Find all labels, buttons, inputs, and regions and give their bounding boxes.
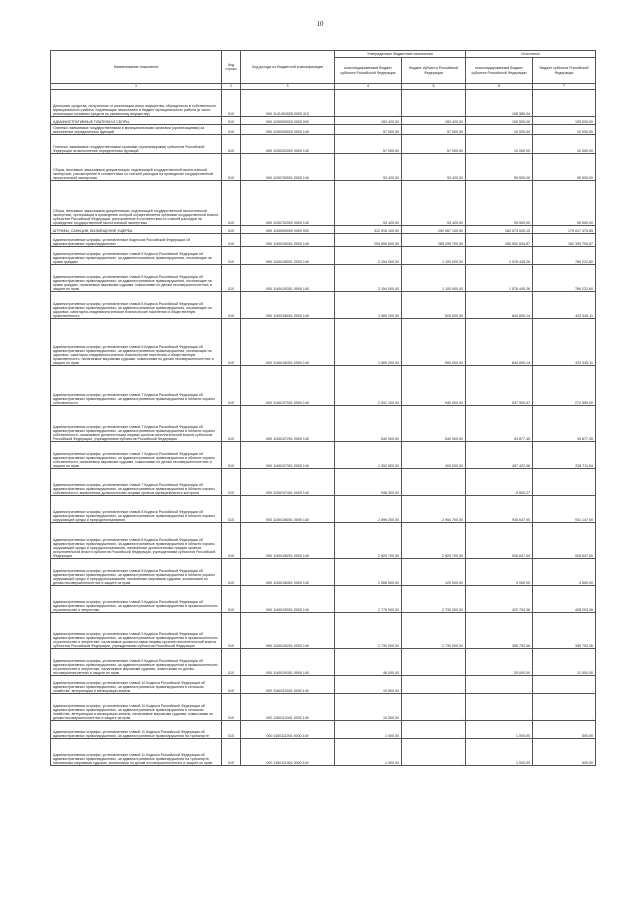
row-name: Административные штрафы, установленные главой 8 Кодекса Российской Федерации об административных правонарушениях, за административные правонарушения в области охраны окружающей среды и природопользования [51,496,222,523]
row-line-code: 010 [222,559,241,586]
row-name: Административные штрафы, установленные главой 7 Кодекса Российской Федерации об административных правонарушениях, за административные правонарушения в области охраны собственности [51,366,222,406]
executed-consolidated: 1 578 445,26 [466,265,533,292]
row-revenue-code: 000 1150702002 0000 140 [241,181,335,226]
approved-regional: 400 000,00 [402,442,466,469]
executed-consolidated: 537 900,57 [466,366,533,406]
row-line-code: 010 [222,721,241,739]
row-revenue-code: 000 1160107401 0000 140 [241,469,335,496]
approved-regional: 1 100 000,00 [402,247,466,265]
row-revenue-code: 000 1160107001 0000 140 [241,366,335,406]
group-header-executed: Исполнено [466,51,596,58]
row-revenue-code: 000 1160110001 0000 140 [241,676,335,694]
approved-consolidated: 1 569 200,00 [335,319,402,366]
table-row [51,265,596,292]
table-body [51,90,596,766]
executed-regional: 789 222,60 [533,247,596,265]
row-line-code: 010 [222,154,241,181]
row-revenue-code: 000 1160108001 0000 140 [241,496,335,523]
row-revenue-code: 000 1160105301 0000 140 [241,265,335,292]
table-row [51,739,596,766]
executed-regional: 228 711,04 [533,442,596,469]
approved-regional: - [402,676,466,694]
approved-regional: - [402,739,466,766]
row-name: Административные штрафы, установленные главой 10 Кодекса Российской Федерации об административных правонарушениях, за административные правонарушения в сельском хозяйстве, ветеринарии и мелиорации земель, налагаемые мировыми судьями, комиссиями по делам несовершеннолетних и защите их прав [51,694,222,721]
executed-consolidated: 1 000,00 [466,721,533,739]
table-row [51,559,596,586]
col-number: 5 [402,84,466,90]
col-header-executed-consolidated: консолидированный бюджет субъекта Российской Федерации [466,58,533,84]
approved-consolidated: - [335,90,402,117]
approved-consolidated: 1 066 500,00 [335,559,402,586]
approved-consolidated: 948 300,00 [335,469,402,496]
approved-consolidated: 2 730 000,00 [335,613,402,649]
row-name: Административные штрафы, установленные главой 6 Кодекса Российской Федерации об административных правонарушениях, за административные правонарушения, посягающие на здоровье, санитарно-эпидемиологическое благополучие населения и общественную нравственность [51,292,222,319]
row-name: Административные штрафы, установленные главой 11 Кодекса Российской Федерации об административных правонарушениях, за административные правонарушения на транспорте, налагаемые мировыми судьями, комиссиями по делам несовершеннолетних и защите их прав [51,739,222,766]
row-name: ШТРАФЫ, САНКЦИИ, ВОЗМЕЩЕНИЕ УЩЕРБА [51,226,222,234]
row-line-code: 010 [222,649,241,676]
row-line-code: 010 [222,319,241,366]
row-name: Административные штрафы, установленные главой 10 Кодекса Российской Федерации об административных правонарушениях, за административные правонарушения в сельском хозяйстве, ветеринарии и мелиорации земель [51,676,222,694]
row-name: Административные штрафы, установленные главой 9 Кодекса Российской Федерации об административных правонарушениях, за административные правонарушения в промышленности, строительстве и энергетике [51,586,222,613]
col-header-approved-consolidated: консолидированный бюджет субъекта Российской Федерации [335,58,402,84]
row-revenue-code: 000 1150000000 0000 000 [241,117,335,125]
row-revenue-code: 000 1150200000 0000 140 [241,125,335,135]
row-line-code: 010 [222,247,241,265]
table-row [51,366,596,406]
row-line-code: 010 [222,613,241,649]
table-row [51,523,596,559]
col-header-line: Код строки [222,51,241,84]
executed-regional: 43 877,45 [533,406,596,442]
col-number: 3 [241,84,335,90]
approved-regional: - [402,694,466,721]
executed-regional: 10 000,00 [533,135,596,154]
row-line-code: 010 [222,469,241,496]
approved-regional: 285 295 700,00 [402,234,466,247]
row-revenue-code: 000 1150202002 0000 140 [241,135,335,154]
table-row [51,319,596,366]
row-name: Административные штрафы, установленные главой 11 Кодекса Российской Федерации об административных правонарушениях, за административные правонарушения на транспорте [51,721,222,739]
row-revenue-code: 000 1160109201 0000 140 [241,613,335,649]
executed-regional: 105 500,00 [533,117,596,125]
executed-consolidated: 95 500,00 [466,181,533,226]
row-line-code: 010 [222,292,241,319]
row-line-code: 010 [222,406,241,442]
executed-regional: 179 017 375,65 [533,226,596,234]
executed-consolidated: 43 877,45 [466,406,533,442]
row-revenue-code: 000 1160108201 0000 140 [241,523,335,559]
executed-consolidated: 935 647,00 [466,496,533,523]
approved-regional: 93 420,00 [402,154,466,181]
approved-consolidated: 312 915 100,00 [335,226,402,234]
col-header-approved-regional: бюджет субъекта Российской Федерации [402,58,466,84]
approved-regional: 57 000,00 [402,125,466,135]
row-name: Административные штрафы, установленные главой 8 Кодекса Российской Федерации об административных правонарушениях, за административные правонарушения в области охраны окружающей среды и природопользования, налагаемые должностными лицами органов исполнительной власти субъектов Российской Федерации, учреждениями субъектов Российской Федерации [51,523,222,559]
row-name: Административные штрафы, установленные главой 5 Кодекса Российской Федерации об административных правонарушениях, за административные правонарушения, посягающие на права граждан [51,247,222,265]
row-name: Сборы, вносимые заказчиками документации, подлежащей государственной экологической экспертизе, рассмотрение в соответствии со статьей расходов на проведение государственной экологической экспертизы [51,154,222,181]
approved-consolidated: 2 541 100,00 [335,366,402,406]
row-revenue-code: 000 1160111001 0000 140 [241,721,335,739]
table-row [51,226,596,234]
col-number: 2 [222,84,241,90]
row-revenue-code: 000 1160106301 0000 140 [241,319,335,366]
approved-regional: - [402,649,466,676]
table-row [51,234,596,247]
row-name: Административные штрафы, установленные Кодексом Российской Федерации об административных правонарушениях [51,234,222,247]
approved-regional: - [402,90,466,117]
table-row [51,181,596,226]
approved-consolidated: 540 000,00 [335,406,402,442]
row-revenue-code: 000 1160110301 0000 140 [241,694,335,721]
executed-consolidated: 165 952 534,87 [466,234,533,247]
executed-regional: 12 500,00 [533,649,596,676]
row-revenue-code: 000 1160108301 0000 140 [241,559,335,586]
table-row [51,135,596,154]
table-row [51,442,596,469]
executed-consolidated: 457 422,06 [466,442,533,469]
executed-consolidated: 844 690,14 [466,319,533,366]
approved-regional: 150 420,00 [402,117,466,125]
group-header-approved: Утвержденные бюджетные назначения [335,51,466,58]
approved-consolidated: 57 000,00 [335,125,402,135]
table-row [51,721,596,739]
executed-consolidated: 420 793,36 [466,586,533,613]
approved-regional: 93 420,00 [402,181,466,226]
approved-consolidated: 93 420,00 [335,181,402,226]
row-revenue-code: 000 1160100001 0000 140 [241,234,335,247]
executed-regional: 408 293,36 [533,586,596,613]
row-name: Платежи, взимаемые государственными и муниципальными органами (организациями) за выполнение определенных функций [51,125,222,135]
approved-consolidated: 2 896 200,00 [335,496,402,523]
executed-regional: 500,00 [533,721,596,739]
table-row [51,117,596,125]
row-revenue-code: 000 1160111301 0000 140 [241,739,335,766]
table-row [51,247,596,265]
approved-consolidated: 1 000,00 [335,721,402,739]
row-line-code: 010 [222,117,241,125]
row-line-code: 010 [222,586,241,613]
executed-consolidated: 395 793,36 [466,613,533,649]
approved-consolidated: 294 555 500,00 [335,234,402,247]
executed-consolidated: 1 000,00 [466,739,533,766]
approved-consolidated: 1 000,00 [335,739,402,766]
approved-consolidated: 1 569 200,00 [335,292,402,319]
executed-regional: 4 500,00 [533,559,596,586]
executed-consolidated: 926 647,00 [466,523,533,559]
executed-regional: - [533,469,596,496]
approved-consolidated: 150 420,00 [335,117,402,125]
executed-regional: 95 500,00 [533,181,596,226]
approved-consolidated: 93 420,00 [335,154,402,181]
table-row [51,694,596,721]
executed-regional: 500,00 [533,739,596,766]
row-revenue-code: 000 1141404005 0000 410 [241,90,335,117]
table-row [51,125,596,135]
budget-report-table [50,50,596,766]
row-revenue-code: 000 1160105001 0000 140 [241,247,335,265]
table-row [51,613,596,649]
approved-regional: 125 000,00 [402,559,466,586]
approved-regional: 500 000,00 [402,292,466,319]
row-name: Денежные средства, полученные от реализации иного имущества, обращенного в собственность муниципального района, подлежащие зачислению в бюджет муниципального района (в части реализации основных средств по указанному имуществу) [51,90,222,117]
executed-consolidated: 10 000,00 [466,135,533,154]
table-row [51,406,596,442]
row-revenue-code: 000 1160107301 0000 140 [241,442,335,469]
approved-regional: - [402,721,466,739]
approved-regional: 1 100 000,00 [402,265,466,292]
row-line-code: 010 [222,90,241,117]
row-line-code: 010 [222,694,241,721]
executed-regional: - [533,90,596,117]
col-number: 4 [335,84,402,90]
executed-regional: - [533,694,596,721]
row-name: Платежи, взимаемые государственными органами (организациями) субъектов Российской Федерации за выполнение определенных функций [51,135,222,154]
row-name: АДМИНИСТРАТИВНЫЕ ПЛАТЕЖИ И СБОРЫ [51,117,222,125]
row-line-code: 010 [222,181,241,226]
executed-consolidated: 1 578 445,26 [466,247,533,265]
row-name: Административные штрафы, установленные главой 7 Кодекса Российской Федерации об административных правонарушениях, за административные правонарушения в области охраны собственности, выявленные должностными лицами органов муниципального контроля [51,469,222,496]
row-name: Административные штрафы, установленные главой 7 Кодекса Российской Федерации об административных правонарушениях, за административные правонарушения в области охраны собственности, налагаемые должностными лицами органов исполнительной власти субъектов Российской Федерации, учреждениями субъектов Российской Федерации [51,406,222,442]
row-line-code: 010 [222,265,241,292]
approved-consolidated: 2 829 700,00 [335,523,402,559]
table-row [51,586,596,613]
row-revenue-code: 000 1150700001 0000 140 [241,154,335,181]
approved-regional: 2 954 700,00 [402,496,466,523]
executed-consolidated: 25 000,00 [466,649,533,676]
executed-regional: 422 345,11 [533,319,596,366]
approved-consolidated: 57 000,00 [335,135,402,154]
executed-regional: 395 793,36 [533,613,596,649]
executed-regional: 272 559,00 [533,366,596,406]
col-header-executed-regional: бюджет субъекта Российской Федерации [533,58,596,84]
row-revenue-code: 000 1160109001 0000 140 [241,586,335,613]
row-name: Административные штрафы, установленные главой 9 Кодекса Российской Федерации об административных правонарушениях, за административные правонарушения в промышленности, строительстве и энергетике, налагаемые мировыми судьями, комиссиями по делам несовершеннолетних и защите их прав [51,649,222,676]
executed-regional: 162 393 705,57 [533,234,596,247]
row-line-code: 010 [222,523,241,559]
row-revenue-code: 000 1160109301 0000 140 [241,649,335,676]
row-revenue-code: 000 1160107201 0000 140 [241,406,335,442]
row-line-code: 010 [222,135,241,154]
row-line-code: 010 [222,125,241,135]
approved-regional: 940 000,00 [402,366,466,406]
table-row [51,90,596,117]
col-header-name: Наименование показателя [51,51,222,84]
table-row [51,496,596,523]
col-number: 1 [51,84,222,90]
approved-regional: - [402,469,466,496]
approved-consolidated: 2 776 000,00 [335,586,402,613]
row-name: Административные штрафы, установленные главой 7 Кодекса Российской Федерации об административных правонарушениях, за административные правонарушения в области охраны собственности, налагаемые мировыми судьями, комиссиями по делам несовершеннолетних и защите их прав [51,442,222,469]
executed-consolidated: 9 000,00 [466,559,533,586]
approved-regional: 500 000,00 [402,319,466,366]
executed-consolidated: 10 000,00 [466,125,533,135]
page-number: 10 [316,20,324,28]
approved-regional: 540 000,00 [402,406,466,442]
executed-consolidated: 108 380,04 [466,90,533,117]
table-row [51,154,596,181]
approved-consolidated: 10 500,00 [335,676,402,694]
table-row [51,676,596,694]
approved-regional: 2 829 700,00 [402,523,466,559]
approved-consolidated: 46 000,00 [335,649,402,676]
row-name: Сборы, вносимые заказчиками документации, подлежащей государственной экологической экспертизе, организация и проведение которой осуществляется органами государственной власти субъектов Российской Федерации, рассчитанные в соответствии со статьей расходов на проведение государственной экологической экспертизы [51,181,222,226]
approved-consolidated: 2 154 000,00 [335,265,402,292]
table-row [51,469,596,496]
approved-regional: 57 000,00 [402,135,466,154]
executed-regional: 931 147,00 [533,496,596,523]
executed-regional: 10 000,00 [533,125,596,135]
row-line-code: 010 [222,496,241,523]
executed-consolidated: - [466,676,533,694]
row-line-code: 010 [222,366,241,406]
row-name: Административные штрафы, установленные главой 8 Кодекса Российской Федерации об административных правонарушениях, за административные правонарушения в области охраны окружающей среды и природопользования, налагаемые мировыми судьями, комиссиями по делам несовершеннолетних и защите их прав [51,559,222,586]
row-line-code: 010 [222,234,241,247]
executed-regional: 95 500,00 [533,154,596,181]
col-number: 6 [466,84,533,90]
executed-regional: - [533,676,596,694]
executed-regional: 422 345,11 [533,292,596,319]
executed-consolidated: - [466,694,533,721]
row-revenue-code: 000 1160000000 0000 000 [241,226,335,234]
row-name: Административные штрафы, установленные главой 6 Кодекса Российской Федерации об административных правонарушениях, за административные правонарушения, посягающие на здоровье, санитарно-эпидемиологическое благополучие населения и общественную нравственность, налагаемые мировыми судьями, комиссиями по делам несовершеннолетних и защите их прав [51,319,222,366]
table-row [51,649,596,676]
executed-consolidated: -5 600,27 [466,469,533,496]
executed-consolidated: 105 500,00 [466,117,533,125]
row-name: Административные штрафы, установленные главой 5 Кодекса Российской Федерации об административных правонарушениях, за административные правонарушения, посягающие на права граждан, налагаемые мировыми судьями, комиссиями по делам несовершеннолетних и защите их прав [51,265,222,292]
approved-regional: 2 730 000,00 [402,613,466,649]
executed-regional: 789 222,60 [533,265,596,292]
row-line-code: 010 [222,226,241,234]
approved-consolidated: 2 154 000,00 [335,247,402,265]
executed-consolidated: 183 573 020,15 [466,226,533,234]
row-name: Административные штрафы, установленные главой 9 Кодекса Российской Федерации об административных правонарушениях, за административные правонарушения в промышленности, строительстве и энергетике, налагаемые должностными лицами органов исполнительной власти субъектов Российской Федерации, учреждениями субъектов Российской Федерации [51,613,222,649]
row-line-code: 010 [222,442,241,469]
col-header-code: Код дохода по бюджетной классификации [241,51,335,84]
executed-consolidated: 95 500,00 [466,154,533,181]
row-line-code: 010 [222,676,241,694]
col-number: 7 [533,84,596,90]
row-revenue-code: 000 1160106001 0000 140 [241,292,335,319]
approved-regional: 292 067 100,00 [402,226,466,234]
table-row [51,292,596,319]
row-line-code: 010 [222,739,241,766]
approved-regional: 2 730 000,00 [402,586,466,613]
executed-consolidated: 844 690,14 [466,292,533,319]
approved-consolidated: 1 052 800,00 [335,442,402,469]
executed-regional: 926 647,00 [533,523,596,559]
approved-consolidated: 10 500,00 [335,694,402,721]
